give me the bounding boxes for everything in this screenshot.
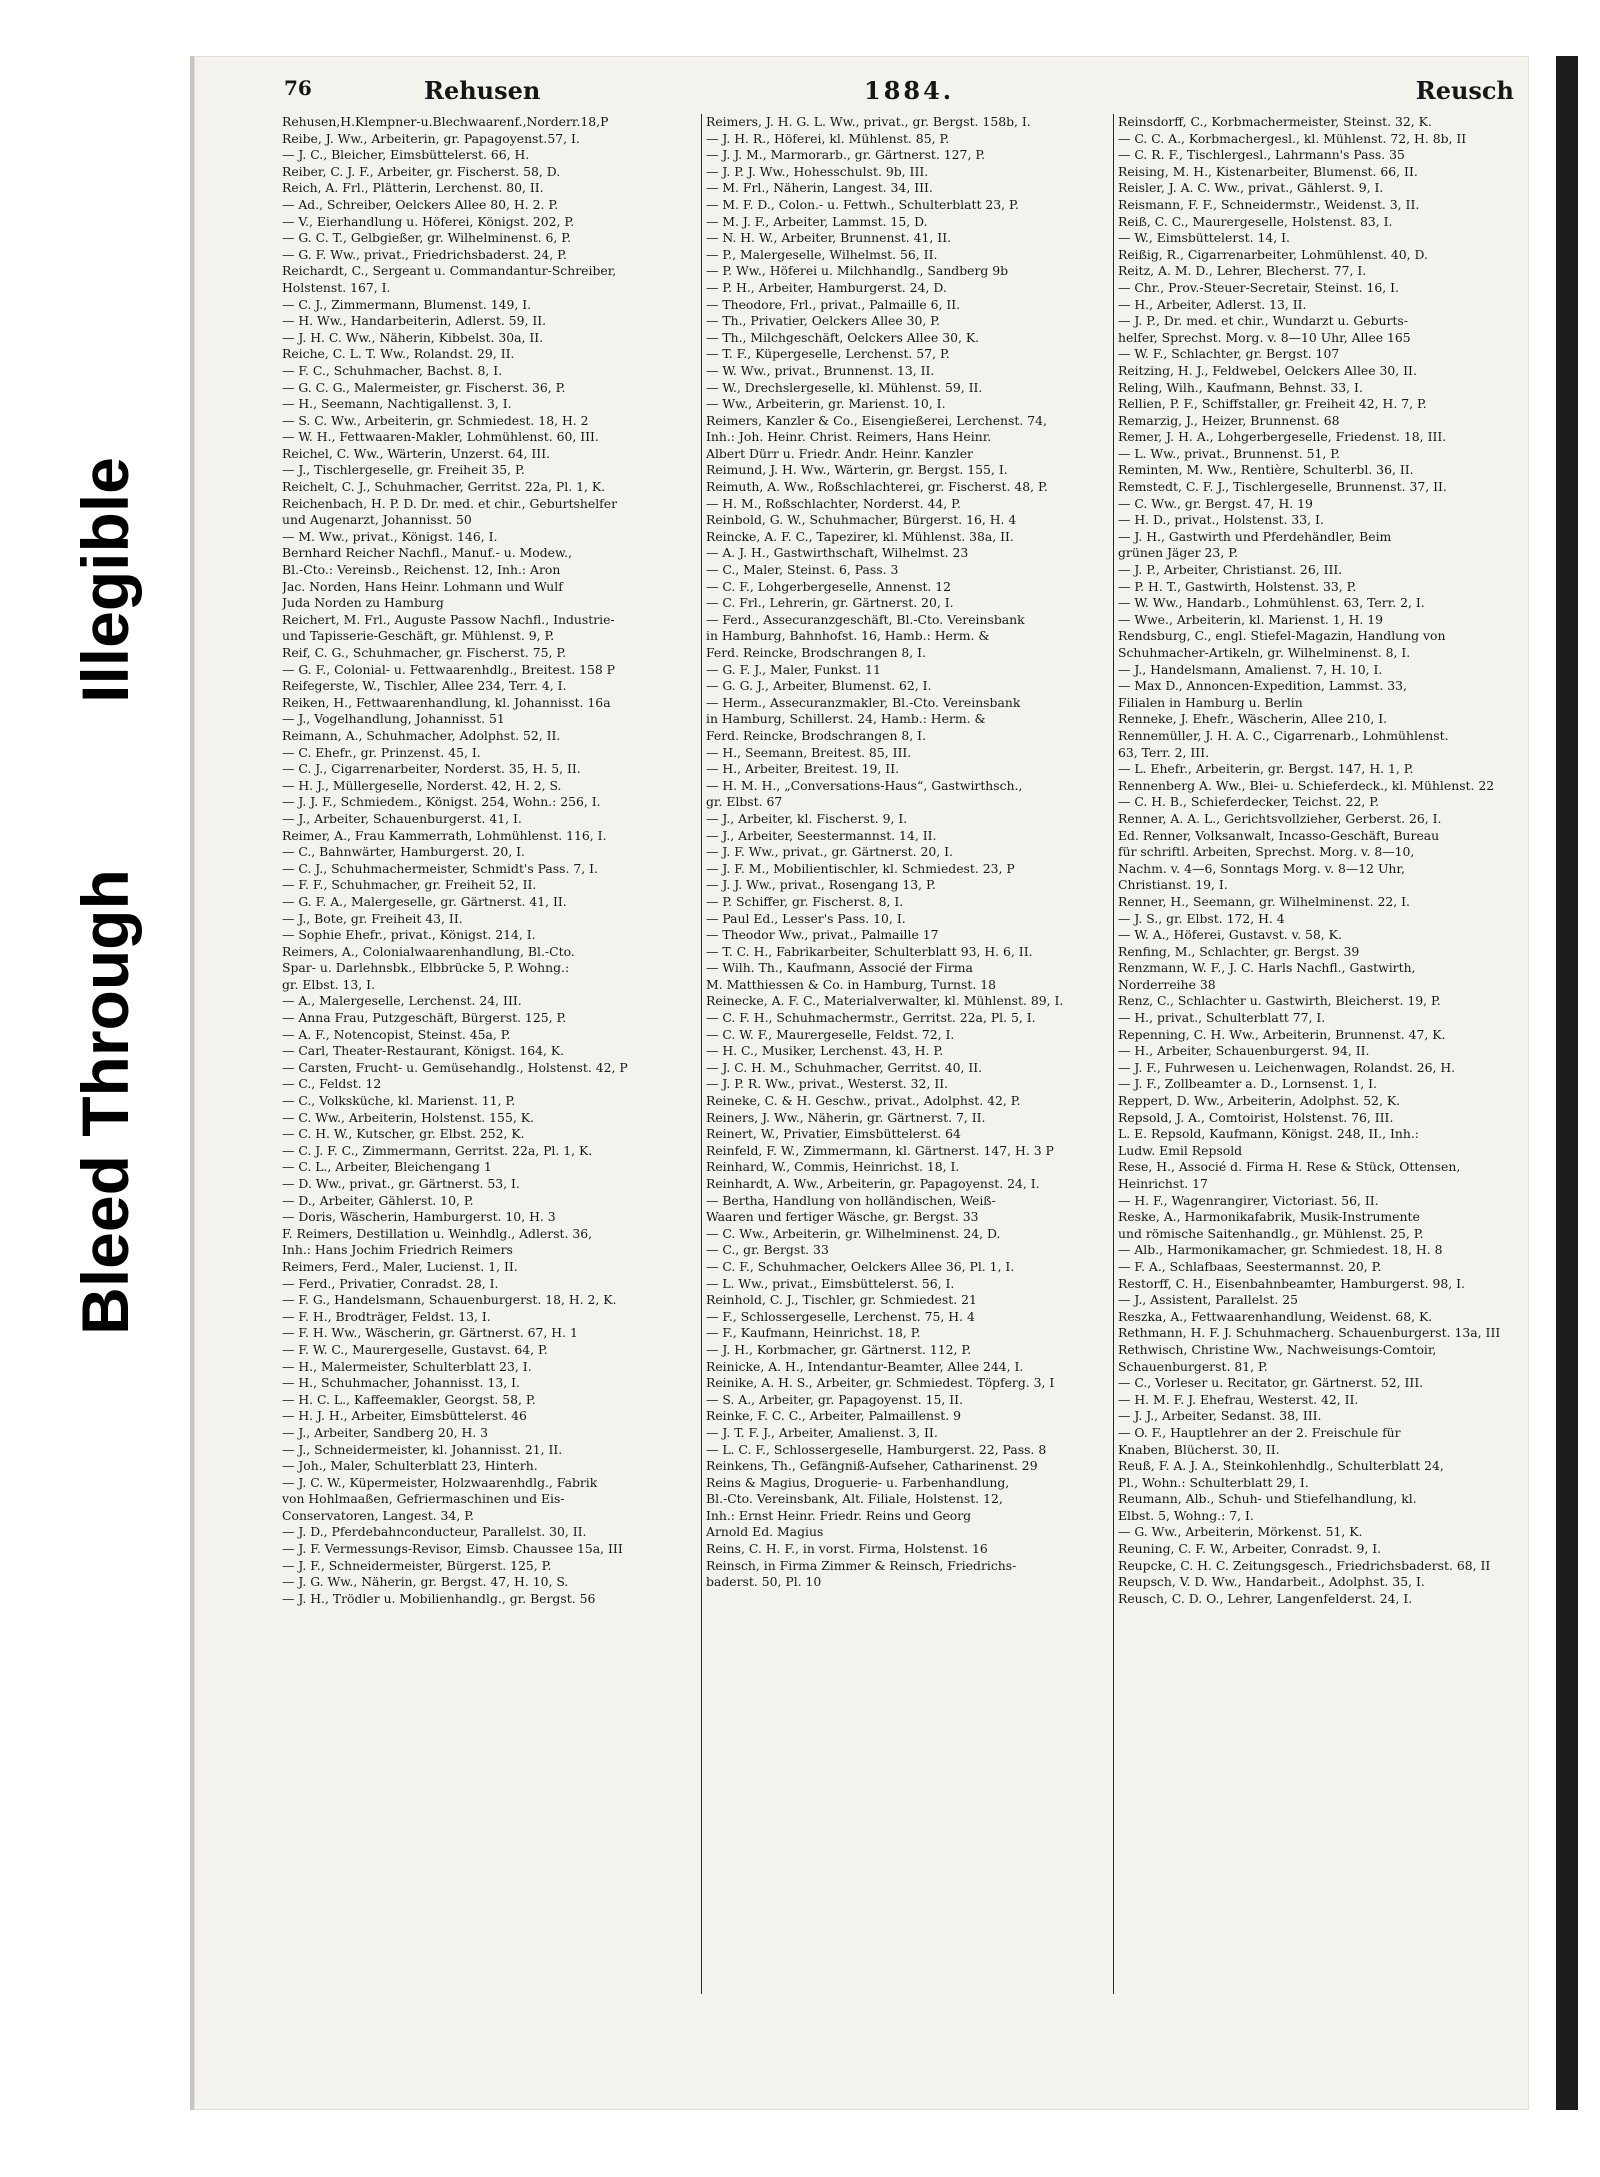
directory-entry: Renner, H., Seemann, gr. Wilhelminenst. 22, I. [1118, 893, 1410, 909]
directory-entry: Reinhold, C. J., Tischler, gr. Schmiedest. 21 [706, 1292, 977, 1308]
directory-entry: 63, Terr. 2, III. [1118, 744, 1210, 760]
directory-entry: — C. F., Lohgerbergeselle, Annenst. 12 [706, 578, 952, 594]
directory-entry: Reitz, A. M. D., Lehrer, Blecherst. 77, I. [1118, 263, 1367, 279]
directory-entry: Reimers, A., Colonialwaarenhandlung, Bl.-Cto. [282, 943, 575, 959]
illegible-label-text: Illegible [68, 457, 143, 703]
directory-entry: — J. J. M., Marmorarb., gr. Gärtnerst. 127, P. [706, 147, 986, 163]
directory-entry: Holstenst. 167, I. [282, 279, 391, 295]
directory-entry: — D., Arbeiter, Gählerst. 10, P. [282, 1192, 474, 1208]
directory-entry: — H. Ww., Handarbeiterin, Adlerst. 59, II. [282, 313, 547, 329]
directory-entry: von Hohlmaaßen, Gefriermaschinen und Eis- [282, 1491, 565, 1507]
directory-entry: Spar- u. Darlehnsbk., Elbbrücke 5, P. Wohng.: [282, 960, 570, 976]
directory-entry: — F., Schlossergeselle, Lerchenst. 75, H. 4 [706, 1308, 975, 1324]
directory-entry: Ferd. Reincke, Brodschrangen 8, I. [706, 727, 927, 743]
directory-entry: Reinsdorff, C., Korbmachermeister, Steinst. 32, K. [1118, 114, 1432, 129]
directory-entry: — T. F., Küpergeselle, Lerchenst. 57, P. [706, 346, 950, 362]
directory-entry: Remarzig, J., Heizer, Brunnenst. 68 [1118, 412, 1340, 428]
directory-entry: — M. J. F., Arbeiter, Lammst. 15, D. [706, 213, 928, 229]
directory-entry: — C. C. A., Korbmachergesl., kl. Mühlenst. 72, H. 8b, II [1118, 130, 1467, 146]
directory-entry: — H., Seemann, Nachtigallenst. 3, I. [282, 396, 512, 412]
directory-entry: Reumann, Alb., Schuh- und Stiefelhandlung, kl. [1118, 1491, 1417, 1507]
directory-entry: — J. P. J. Ww., Hohesschulst. 9b, III. [706, 163, 929, 179]
directory-entry: — F., Kaufmann, Heinrichst. 18, P. [706, 1325, 921, 1341]
directory-entry: baderst. 50, Pl. 10 [706, 1574, 822, 1590]
directory-entry: Reich, A. Frl., Plätterin, Lerchenst. 80, II. [282, 180, 544, 196]
directory-entry: — J., Tischlergeselle, gr. Freiheit 35, P. [282, 462, 525, 478]
directory-entry: — J., Assistent, Parallelst. 25 [1118, 1292, 1298, 1308]
directory-entry: — C. Ehefr., gr. Prinzenst. 45, I. [282, 744, 481, 760]
directory-entry: — H., Malermeister, Schulterblatt 23, I. [282, 1358, 532, 1374]
directory-entry: — C. Ww., Arbeiterin, Holstenst. 155, K. [282, 1109, 534, 1125]
directory-entry: — M. Frl., Näherin, Langest. 34, III. [706, 180, 933, 196]
directory-entry: — L. Ww., privat., Eimsbüttelerst. 56, I. [706, 1275, 955, 1291]
directory-entry: Reiken, H., Fettwaarenhandlung, kl. Johannisst. 16a [282, 694, 611, 710]
directory-entry: Jac. Norden, Hans Heinr. Lohmann und Wulf [282, 578, 563, 594]
directory-entry: Schuhmacher-Artikeln, gr. Wilhelminenst. 8, I. [1118, 645, 1411, 660]
directory-entry: — J. P., Dr. med. et chir., Wundarzt u. Geburts- [1118, 313, 1408, 329]
directory-entry: Reisler, J. A. C. Ww., privat., Gählerst. 9, I. [1118, 180, 1384, 196]
book-edge [1556, 56, 1578, 2110]
directory-entry: Schauenburgerst. 81, P. [1118, 1358, 1268, 1374]
directory-entry: — H. C., Musiker, Lerchenst. 43, H. P. [706, 1043, 944, 1059]
directory-entry: — W. Ww., privat., Brunnenst. 13, II. [706, 362, 935, 378]
directory-entry: — Ad., Schreiber, Oelckers Allee 80, H. 2. P. [282, 196, 559, 212]
directory-entry: Nachm. v. 4—6, Sonntags Morg. v. 8—12 Uhr, [1118, 860, 1405, 876]
directory-entry: in Hamburg, Bahnhofst. 16, Hamb.: Herm. & [706, 628, 990, 644]
directory-entry: — P. H. T., Gastwirth, Holstenst. 33, P. [1118, 578, 1357, 594]
directory-entry: — A. J. H., Gastwirthschaft, Wilhelmst. 23 [706, 545, 969, 561]
directory-entry: — J. C. H. M., Schuhmacher, Gerritst. 40, II. [706, 1059, 983, 1075]
directory-entry: — J. F., Fuhrwesen u. Leichenwagen, Rolandst. 26, H. [1118, 1059, 1456, 1075]
directory-entry: — F. G., Handelsmann, Schauenburgerst. 18, H. 2, K. [282, 1292, 617, 1308]
right-catchword: Reusch [1415, 76, 1514, 105]
directory-entry: — P. Ww., Höferei u. Milchhandlg., Sandberg 9b [706, 263, 1009, 279]
directory-entry: Reminten, M. Ww., Rentière, Schulterbl. 36, II. [1118, 462, 1414, 478]
directory-entry: Reinhardt, A. Ww., Arbeiterin, gr. Papagoyenst. 24, I. [706, 1176, 1040, 1191]
directory-entry: Reiber, C. J. F., Arbeiter, gr. Fischerst. 58, D. [282, 163, 561, 179]
directory-entry: — J. J. F., Schmiedem., Königst. 254, Wohn.: 256, I. [282, 794, 601, 810]
directory-entry: — G. Ww., Arbeiterin, Mörkenst. 51, K. [1118, 1524, 1363, 1540]
directory-entry: — J., Bote, gr. Freiheit 43, II. [282, 910, 463, 926]
directory-entry: Reiß, C. C., Maurergeselle, Holstenst. 83, I. [1118, 213, 1393, 229]
directory-entry: Reinert, W., Privatier, Eimsbüttelerst. 64 [706, 1126, 961, 1142]
directory-entry: — C. Frl., Lehrerin, gr. Gärtnerst. 20, I. [706, 595, 954, 611]
bleed-through-label-text: Bleed Through [68, 869, 142, 1335]
directory-entry: Reichardt, C., Sergeant u. Commandantur-Schreiber, [282, 263, 617, 279]
directory-entry: Reuning, C. F. W., Arbeiter, Conradst. 9, I. [1118, 1541, 1382, 1557]
directory-entry: — C., Maler, Steinst. 6, Pass. 3 [706, 562, 899, 578]
directory-entry: Rese, H., Associé d. Firma H. Rese & Stück, Ottensen, [1118, 1159, 1461, 1175]
column-divider [701, 114, 702, 1994]
directory-entry: Reske, A., Harmonikafabrik, Musik-Instrumente [1118, 1209, 1420, 1225]
directory-entry: Reins & Magius, Droguerie- u. Farbenhandlung, [706, 1474, 1010, 1490]
directory-entry: — H. C. L., Kaffeemakler, Georgst. 58, P. [282, 1391, 536, 1407]
directory-entry: — A. F., Notencopist, Steinst. 45a, P. [282, 1026, 511, 1042]
directory-entry: Reibe, J. Ww., Arbeiterin, gr. Papagoyenst.57, I. [282, 130, 580, 146]
directory-entry: — W. Ww., Handarb., Lohmühlenst. 63, Terr. 2, I. [1118, 595, 1425, 611]
directory-entry: — C. L., Arbeiter, Bleichengang 1 [282, 1159, 492, 1175]
directory-entry: — W. H., Fettwaaren-Makler, Lohmühlenst. 60, III. [282, 429, 599, 445]
bleed-through-label [48, 812, 162, 1392]
directory-entry: Repsold, J. A., Comtoirist, Holstenst. 76, III. [1118, 1109, 1394, 1125]
directory-entry: — F. H., Brodträger, Feldst. 13, I. [282, 1308, 491, 1324]
directory-entry: Elbst. 5, Wohng.: 7, I. [1118, 1507, 1254, 1523]
directory-entry: Reupcke, C. H. C. Zeitungsgesch., Friedrichsbaderst. 68, II [1118, 1557, 1491, 1573]
directory-entry: Inh.: Hans Jochim Friedrich Reimers [282, 1242, 513, 1258]
directory-entry: Renzmann, W. F., J. C. Harls Nachfl., Gastwirth, [1118, 960, 1416, 976]
directory-entry: Ed. Renner, Volksanwalt, Incasso-Geschäft, Bureau [1118, 827, 1440, 843]
directory-entry: Reismann, F. F., Schneidermstr., Weidenst. 3, II. [1118, 196, 1420, 212]
directory-entry: — Carsten, Frucht- u. Gemüsehandlg., Holstenst. 42, P [282, 1059, 628, 1075]
directory-entry: — D. Ww., privat., gr. Gärtnerst. 53, I. [282, 1176, 520, 1191]
directory-entry: Renfing, M., Schlachter, gr. Bergst. 39 [1118, 943, 1360, 959]
directory-entry: Restorff, C. H., Eisenbahnbeamter, Hamburgerst. 98, I. [1118, 1275, 1465, 1291]
directory-entry: Rendsburg, C., engl. Stiefel-Magazin, Handlung von [1118, 628, 1446, 644]
directory-entry: — P. Schiffer, gr. Fischerst. 8, I. [706, 893, 904, 909]
directory-entry: — C. H. W., Kutscher, gr. Elbst. 252, K. [282, 1126, 525, 1142]
page-number: 76 [284, 76, 312, 100]
directory-entry: — H. F., Wagenrangirer, Victoriast. 56, II. [1118, 1192, 1379, 1208]
directory-entry: — C. Ww., gr. Bergst. 47, H. 19 [1118, 495, 1313, 511]
directory-entry: Reif, C. G., Schuhmacher, gr. Fischerst. 75, P. [282, 645, 567, 660]
directory-entry: — C. H. B., Schieferdecker, Teichst. 22, P. [1118, 794, 1380, 810]
directory-entry: — C. J., Cigarrenarbeiter, Norderst. 35, H. 5, II. [282, 761, 581, 777]
directory-entry: Reimund, J. H. Ww., Wärterin, gr. Bergst. 155, I. [706, 462, 1008, 478]
directory-entry: — O. F., Hauptlehrer an der 2. Freischule für [1118, 1424, 1401, 1440]
directory-entry: Albert Dürr u. Friedr. Andr. Heinr. Kanzler [706, 445, 973, 461]
directory-entry: — C. W. F., Maurergeselle, Feldst. 72, I. [706, 1026, 955, 1042]
directory-entry: — J. H. C. Ww., Näherin, Kibbelst. 30a, II. [282, 329, 544, 345]
directory-entry: Reichenbach, H. P. D. Dr. med. et chir., Geburtshelfer [282, 495, 618, 511]
directory-entry: Reincke, A. F. C., Tapezirer, kl. Mühlenst. 38a, II. [706, 528, 1014, 544]
directory-entry: Conservatoren, Langest. 34, P. [282, 1507, 474, 1523]
directory-entry: und Tapisserie-Geschäft, gr. Mühlenst. 9, P. [282, 628, 555, 644]
directory-entry: Reinke, F. C. C., Arbeiter, Palmaillenst. 9 [706, 1408, 962, 1424]
directory-entry: — C. J., Zimmermann, Blumenst. 149, I. [282, 296, 532, 312]
directory-entry: — P., Malergeselle, Wilhelmst. 56, II. [706, 246, 938, 262]
directory-entry: L. E. Repsold, Kaufmann, Königst. 248, II., Inh.: [1118, 1126, 1419, 1142]
directory-entry: Remer, J. H. A., Lohgerbergeselle, Friedenst. 18, III. [1118, 429, 1447, 445]
directory-entry: Reifegerste, W., Tischler, Allee 234, Terr. 4, I. [282, 678, 567, 694]
directory-entry: Reimers, Ferd., Maler, Lucienst. 1, II. [282, 1258, 518, 1274]
directory-entry: Renz, C., Schlachter u. Gastwirth, Bleicherst. 19, P. [1118, 993, 1441, 1009]
directory-entry: — J. G. Ww., Näherin, gr. Bergst. 47, H. 10, S. [282, 1574, 569, 1590]
directory-entry: Reinike, A. H. S., Arbeiter, gr. Schmiedest. Töpferg. 3, I [706, 1375, 1055, 1391]
directory-entry: Rehusen,H.Klempner-u.Blechwaarenf.,Norderr.18,P [282, 114, 609, 129]
directory-entry: — J. D., Pferdebahnconducteur, Parallelst. 30, II. [282, 1524, 587, 1540]
directory-entry: — J. P. R. Ww., privat., Westerst. 32, II. [706, 1076, 949, 1092]
directory-entry: — W., Eimsbüttelerst. 14, I. [1118, 230, 1290, 246]
directory-entry: — H. J. H., Arbeiter, Eimsbüttelerst. 46 [282, 1408, 527, 1424]
directory-entry: — G. F. J., Maler, Funkst. 11 [706, 661, 881, 677]
directory-entry: — Joh., Maler, Schulterblatt 23, Hinterh. [282, 1458, 538, 1474]
directory-entry: Ferd. Reincke, Brodschrangen 8, I. [706, 645, 927, 660]
directory-entry: — Wwe., Arbeiterin, kl. Marienst. 1, H. 19 [1118, 611, 1384, 627]
left-catchword: Rehusen [424, 76, 541, 105]
directory-entry: Renner, A. A. L., Gerichtsvollzieher, Gerberst. 26, I. [1118, 810, 1442, 826]
illegible-label [48, 412, 162, 748]
directory-entry: Reinsch, in Firma Zimmer & Reinsch, Friedrichs- [706, 1557, 1017, 1573]
directory-entry: — H. M. H., „Conversations-Haus“, Gastwirthsch., [706, 777, 1023, 793]
directory-entry: — S. A., Arbeiter, gr. Papagoyenst. 15, II. [706, 1391, 964, 1407]
directory-entry: — H. M., Roßschlachter, Norderst. 44, P. [706, 495, 961, 511]
directory-entry: Reißig, R., Cigarrenarbeiter, Lohmühlenst. 40, D. [1118, 246, 1428, 262]
directory-entry: Arnold Ed. Magius [706, 1524, 824, 1540]
directory-entry: — L. Ehefr., Arbeiterin, gr. Bergst. 147, H. 1, P. [1118, 761, 1414, 777]
directory-entry: — H. D., privat., Holstenst. 33, I. [1118, 512, 1324, 528]
directory-entry: Rethwisch, Christine Ww., Nachweisungs-Comtoir, [1118, 1341, 1437, 1357]
column-divider [1113, 114, 1114, 1994]
directory-entry: — J., Arbeiter, Seestermannst. 14, II. [706, 827, 937, 843]
directory-entry: Rennenberg A. Ww., Blei- u. Schieferdeck., kl. Mühlenst. 22 [1118, 777, 1495, 793]
directory-entry: Reitzing, H. J., Feldwebel, Oelckers Allee 30, II. [1118, 362, 1417, 378]
directory-entry: — Alb., Harmonikamacher, gr. Schmiedest. 18, H. 8 [1118, 1242, 1443, 1258]
directory-entry: Rethmann, H. F. J. Schuhmacherg. Schauenburgerst. 13a, III [1118, 1325, 1501, 1341]
directory-entry: — C., Vorleser u. Recitator, gr. Gärtnerst. 52, III. [1118, 1375, 1424, 1391]
directory-entry: Reineke, C. & H. Geschw., privat., Adolphst. 42, P. [706, 1093, 1021, 1109]
directory-entry: — H., Schuhmacher, Johannisst. 13, I. [282, 1375, 520, 1391]
directory-entry: — C. F. H., Schuhmachermstr., Gerritst. 22a, Pl. 5, I. [706, 1010, 1036, 1026]
directory-entry: Reinecke, A. F. C., Materialverwalter, kl. Mühlenst. 89, I. [706, 993, 1064, 1009]
page-header [284, 76, 1514, 106]
directory-entry: — F. H. Ww., Wäscherin, gr. Gärtnerst. 67, H. 1 [282, 1325, 578, 1341]
directory-entry: — M. F. D., Colon.- u. Fettwh., Schulterblatt 23, P. [706, 196, 1019, 212]
directory-entry: Reinbold, G. W., Schuhmacher, Bürgerst. 16, H. 4 [706, 512, 1017, 528]
directory-entry: Bl.-Cto.: Vereinsb., Reichenst. 12, Inh.: Aron [282, 562, 561, 578]
directory-entry: — Anna Frau, Putzgeschäft, Bürgerst. 125, P. [282, 1010, 567, 1026]
directory-entry: Reichel, C. Ww., Wärterin, Unzerst. 64, III. [282, 445, 551, 461]
directory-entry: Rellien, P. F., Schiffstaller, gr. Freiheit 42, H. 7, P. [1118, 396, 1427, 412]
directory-entry: — J. C. W., Küpermeister, Holzwaarenhdlg., Fabrik [282, 1474, 598, 1490]
directory-entry: — J. J., Arbeiter, Sedanst. 38, III. [1118, 1408, 1322, 1424]
directory-entry: — Ferd., Privatier, Conradst. 28, I. [282, 1275, 499, 1291]
directory-entry: — A., Malergeselle, Lerchenst. 24, III. [282, 993, 522, 1009]
directory-column-2 [706, 114, 1112, 2014]
directory-entry: — Th., Milchgeschäft, Oelckers Allee 30, K. [706, 329, 980, 345]
year-heading: 1884. [864, 76, 955, 105]
directory-entry: und Augenarzt, Johannisst. 50 [282, 512, 472, 528]
directory-entry: Rennemüller, J. H. A. C., Cigarrenarb., Lohmühlenst. [1118, 727, 1449, 743]
directory-entry: Reimuth, A. Ww., Roßschlachterei, gr. Fischerst. 48, P. [706, 479, 1048, 495]
directory-entry: — Bertha, Handlung von holländischen, Weiß- [706, 1192, 996, 1208]
directory-entry: — W. F., Schlachter, gr. Bergst. 107 [1118, 346, 1340, 362]
directory-entry: — J. P., Arbeiter, Christianst. 26, III. [1118, 562, 1343, 578]
directory-entry: — J., Arbeiter, Schauenburgerst. 41, I. [282, 810, 522, 826]
directory-entry: — L. C. F., Schlossergeselle, Hamburgerst. 22, Pass. 8 [706, 1441, 1047, 1457]
directory-page [190, 56, 1529, 2110]
directory-entry: Norderreihe 38 [1118, 976, 1216, 992]
directory-entry: — C. J., Schuhmachermeister, Schmidt's Pass. 7, I. [282, 860, 598, 876]
directory-entry: Filialen in Hamburg u. Berlin [1118, 694, 1303, 710]
directory-entry: — M. Ww., privat., Königst. 146, I. [282, 528, 498, 544]
directory-entry: Reinfeld, F. W., Zimmermann, kl. Gärtnerst. 147, H. 3 P [706, 1142, 1054, 1158]
directory-entry: Inh.: Joh. Heinr. Christ. Reimers, Hans Heinr. [706, 429, 992, 445]
directory-entry: Repenning, C. H. Ww., Arbeiterin, Brunnenst. 47, K. [1118, 1026, 1446, 1042]
directory-entry: Reiners, J. Ww., Näherin, gr. Gärtnerst. 7, II. [706, 1109, 986, 1125]
directory-entry: — Theodor Ww., privat., Palmaille 17 [706, 927, 939, 943]
directory-entry: Remstedt, C. F. J., Tischlergeselle, Brunnenst. 37, II. [1118, 479, 1447, 495]
directory-entry: Reinicke, A. H., Intendantur-Beamter, Allee 244, I. [706, 1358, 1024, 1374]
directory-entry: Reins, C. H. F., in vorst. Firma, Holstenst. 16 [706, 1541, 988, 1557]
directory-entry: — Max D., Annoncen-Expedition, Lammst. 33, [1118, 678, 1407, 694]
directory-entry: — J. H., Gastwirth und Pferdehändler, Beim [1118, 528, 1392, 544]
directory-entry: für schriftl. Arbeiten, Sprechst. Morg. v. 8—10, [1118, 844, 1415, 860]
directory-entry: — Chr., Prov.-Steuer-Secretair, Steinst. 16, I. [1118, 279, 1399, 295]
directory-entry: Reppert, D. Ww., Arbeiterin, Adolphst. 52, K. [1118, 1093, 1401, 1109]
directory-entry: — J. H., Trödler u. Mobilienhandlg., gr. Bergst. 56 [282, 1590, 596, 1606]
directory-entry: — J., Arbeiter, Sandberg 20, H. 3 [282, 1424, 489, 1440]
directory-column-1 [282, 114, 700, 2014]
directory-entry: — H., Arbeiter, Breitest. 19, II. [706, 761, 900, 777]
directory-entry: — C., Volksküche, kl. Marienst. 11, P. [282, 1093, 516, 1109]
directory-entry: F. Reimers, Destillation u. Weinhdlg., Adlerst. 36, [282, 1225, 593, 1241]
directory-entry: Heinrichst. 17 [1118, 1176, 1208, 1191]
directory-entry: Renneke, J. Ehefr., Wäscherin, Allee 210, I. [1118, 711, 1388, 727]
directory-entry: — C. Ww., Arbeiterin, gr. Wilhelminenst. 24, D. [706, 1225, 1001, 1241]
directory-entry: — T. C. H., Fabrikarbeiter, Schulterblatt 93, H. 6, II. [706, 943, 1033, 959]
directory-entry: — G. F. Ww., privat., Friedrichsbaderst. 24, P. [282, 246, 567, 262]
directory-entry: Waaren und fertiger Wäsche, gr. Bergst. 33 [706, 1209, 979, 1225]
directory-entry: gr. Elbst. 67 [706, 794, 783, 810]
directory-entry: — J. F. Vermessungs-Revisor, Eimsb. Chaussee 15a, III [282, 1541, 623, 1557]
directory-entry: — J. H., Korbmacher, gr. Gärtnerst. 112, P. [706, 1341, 972, 1357]
directory-entry: — G. F. A., Malergeselle, gr. Gärtnerst. 41, II. [282, 893, 567, 909]
directory-entry: Reinkens, Th., Gefängniß-Aufseher, Catharinenst. 29 [706, 1458, 1038, 1474]
directory-entry: — H. J., Müllergeselle, Norderst. 42, H. 2, S. [282, 777, 562, 793]
directory-entry: — Th., Privatier, Oelckers Allee 30, P. [706, 313, 941, 329]
directory-entry: Bernhard Reicher Nachfl., Manuf.- u. Modew., [282, 545, 572, 561]
directory-entry: Reusch, C. D. O., Lehrer, Langenfelderst. 24, I. [1118, 1590, 1413, 1606]
directory-entry: — F. W. C., Maurergeselle, Gustavst. 64, P. [282, 1341, 548, 1357]
directory-entry: — J., Handelsmann, Amalienst. 7, H. 10, I. [1118, 661, 1383, 677]
directory-entry: — G. C. G., Malermeister, gr. Fischerst. 36, P. [282, 379, 566, 395]
directory-entry: Reichelt, C. J., Schuhmacher, Gerritst. 22a, Pl. 1, K. [282, 479, 606, 495]
directory-entry: — J. C., Bleicher, Eimsbüttelerst. 66, H. [282, 147, 530, 163]
directory-entry: — C. F., Schuhmacher, Oelckers Allee 36, Pl. 1, I. [706, 1258, 1015, 1274]
directory-entry: Christianst. 19, I. [1118, 877, 1228, 893]
directory-entry: — N. H. W., Arbeiter, Brunnenst. 41, II. [706, 230, 952, 246]
directory-entry: — F. F., Schuhmacher, gr. Freiheit 52, II. [282, 877, 537, 893]
directory-entry: Knaben, Blücherst. 30, II. [1118, 1441, 1280, 1457]
directory-entry: — V., Eierhandlung u. Höferei, Königst. 202, P. [282, 213, 575, 229]
directory-entry: — C. R. F., Tischlergesl., Lahrmann's Pass. 35 [1118, 147, 1405, 163]
directory-entry: — C., Bahnwärter, Hamburgerst. 20, I. [282, 844, 525, 860]
directory-entry: Reimann, A., Schuhmacher, Adolphst. 52, II. [282, 727, 561, 743]
directory-entry: — C. J. F. C., Zimmermann, Gerritst. 22a, Pl. 1, K. [282, 1142, 593, 1158]
directory-entry: — J. F. M., Mobilientischler, kl. Schmiedest. 23, P [706, 860, 1015, 876]
directory-entry: — W. A., Höferei, Gustavst. v. 58, K. [1118, 927, 1342, 943]
directory-entry: — H. M. F. J. Ehefrau, Westerst. 42, II. [1118, 1391, 1359, 1407]
directory-entry: — C., gr. Bergst. 33 [706, 1242, 829, 1258]
directory-entry: — Herm., Assecuranzmakler, Bl.-Cto. Vereinsbank [706, 694, 1021, 710]
directory-entry: — J. F. Ww., privat., gr. Gärtnerst. 20, I. [706, 844, 953, 860]
directory-entry: — J., Arbeiter, kl. Fischerst. 9, I. [706, 810, 908, 826]
directory-entry: Reuß, F. A. J. A., Steinkohlenhdlg., Schulterblatt 24, [1118, 1458, 1444, 1474]
directory-entry: grünen Jäger 23, P. [1118, 545, 1238, 561]
directory-entry: gr. Elbst. 13, I. [282, 976, 376, 992]
directory-entry: — Sophie Ehefr., privat., Königst. 214, I. [282, 927, 536, 943]
directory-entry: — G. F., Colonial- u. Fettwaarenhdlg., Breitest. 158 P [282, 661, 616, 677]
directory-entry: — F. C., Schuhmacher, Bachst. 8, I. [282, 362, 503, 378]
directory-entry: Reling, Wilh., Kaufmann, Behnst. 33, I. [1118, 379, 1363, 395]
directory-entry: Reupsch, V. D. Ww., Handarbeit., Adolphst. 35, I. [1118, 1574, 1425, 1590]
directory-entry: Reising, M. H., Kistenarbeiter, Blumenst. 66, II. [1118, 163, 1418, 179]
directory-entry: — Ww., Arbeiterin, gr. Marienst. 10, I. [706, 396, 946, 412]
directory-entry: — F. A., Schlafbaas, Seestermannst. 20, P. [1118, 1258, 1382, 1274]
directory-entry: — G. G. J., Arbeiter, Blumenst. 62, I. [706, 678, 932, 694]
directory-entry: — P. H., Arbeiter, Hamburgerst. 24, D. [706, 279, 947, 295]
directory-entry: Reimers, Kanzler & Co., Eisengießerei, Lerchenst. 74, [706, 412, 1047, 428]
directory-entry: — Wilh. Th., Kaufmann, Associé der Firma [706, 960, 973, 976]
directory-entry: — Carl, Theater-Restaurant, Königst. 164, K. [282, 1043, 565, 1059]
directory-column-3 [1118, 114, 1516, 2014]
directory-entry: — Ferd., Assecuranzgeschäft, Bl.-Cto. Vereinsbank [706, 611, 1025, 627]
directory-entry: Reichert, M. Frl., Auguste Passow Nachfl., Industrie- [282, 611, 615, 627]
directory-entry: — J., Vogelhandlung, Johannisst. 51 [282, 711, 505, 727]
directory-entry: — S. C. Ww., Arbeiterin, gr. Schmiedest. 18, H. 2 [282, 412, 589, 428]
directory-entry: — J. S., gr. Elbst. 172, H. 4 [1118, 910, 1285, 926]
directory-entry: — H., privat., Schulterblatt 77, I. [1118, 1010, 1326, 1026]
directory-entry: Reiche, C. L. T. Ww., Rolandst. 29, II. [282, 346, 515, 362]
directory-entry: Reimers, J. H. G. L. Ww., privat., gr. Bergst. 158b, I. [706, 114, 1031, 129]
directory-entry: — H., Arbeiter, Adlerst. 13, II. [1118, 296, 1307, 312]
directory-entry: Reszka, A., Fettwaarenhandlung, Weidenst. 68, K. [1118, 1308, 1433, 1324]
directory-entry: und römische Saitenhandlg., gr. Mühlenst. 25, P. [1118, 1225, 1424, 1241]
directory-entry: Reinhard, W., Commis, Heinrichst. 18, I. [706, 1159, 960, 1175]
directory-entry: Pl., Wohn.: Schulterblatt 29, I. [1118, 1474, 1309, 1490]
directory-entry: — J. F., Schneidermeister, Bürgerst. 125, P. [282, 1557, 552, 1573]
directory-entry: — J. T. F. J., Arbeiter, Amalienst. 3, II. [706, 1424, 938, 1440]
directory-entry: Inh.: Ernst Heinr. Friedr. Reins und Georg [706, 1507, 972, 1523]
directory-entry: Juda Norden zu Hamburg [282, 595, 444, 611]
directory-entry: — L. Ww., privat., Brunnenst. 51, P. [1118, 445, 1341, 461]
directory-entry: — J., Schneidermeister, kl. Johannisst. 21, II. [282, 1441, 563, 1457]
directory-entry: — C., Feldst. 12 [282, 1076, 382, 1092]
directory-entry: — Doris, Wäscherin, Hamburgerst. 10, H. 3 [282, 1209, 556, 1225]
directory-entry: — Theodore, Frl., privat., Palmaille 6, II. [706, 296, 961, 312]
directory-entry: — W., Drechslergeselle, kl. Mühlenst. 59, II. [706, 379, 983, 395]
directory-entry: — J. H. R., Höferei, kl. Mühlenst. 85, P. [706, 130, 950, 146]
directory-entry: Bl.-Cto. Vereinsbank, Alt. Filiale, Holstenst. 12, [706, 1491, 1003, 1507]
directory-entry: — H., Seemann, Breitest. 85, III. [706, 744, 912, 760]
directory-entry: — G. C. T., Gelbgießer, gr. Wilhelminenst. 6, P. [282, 230, 572, 246]
directory-entry: — J. F., Zollbeamter a. D., Lornsenst. 1, I. [1118, 1076, 1377, 1092]
directory-entry: — Paul Ed., Lesser's Pass. 10, I. [706, 910, 906, 926]
directory-entry: — J. J. Ww., privat., Rosengang 13, P. [706, 877, 936, 893]
directory-entry: M. Matthiessen & Co. in Hamburg, Turnst. 18 [706, 976, 997, 992]
directory-entry: — H., Arbeiter, Schauenburgerst. 94, II. [1118, 1043, 1370, 1059]
directory-entry: Ludw. Emil Repsold [1118, 1142, 1243, 1158]
directory-entry: Reimer, A., Frau Kammerrath, Lohmühlenst. 116, I. [282, 827, 607, 843]
directory-entry: in Hamburg, Schillerst. 24, Hamb.: Herm. & [706, 711, 986, 727]
directory-entry: helfer, Sprechst. Morg. v. 8—10 Uhr, Allee 165 [1118, 329, 1411, 345]
